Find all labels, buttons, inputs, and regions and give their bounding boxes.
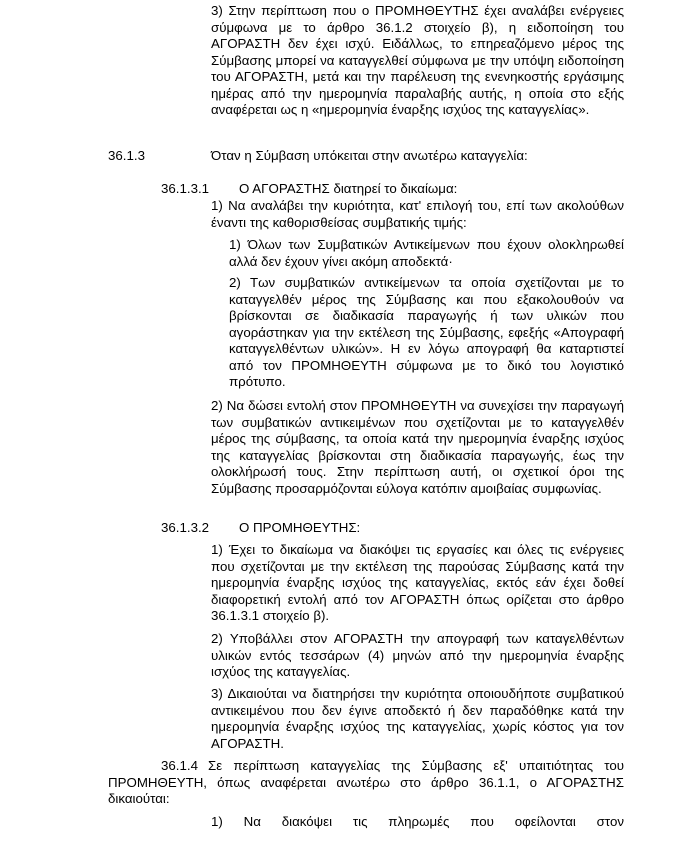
paragraph-text: 1) Να διακόψει τις πληρωμές που οφείλονται στον — [211, 814, 624, 829]
paragraph-text: 2) Υποβάλλει στον ΑΓΟΡΑΣΤΗ την απογραφή των καταγελθέντων υλικών εντός τεσσάρων (4) μηνών από την ημερομηνία έναρξης ισχύος της καταγγελίας. — [211, 631, 624, 679]
paragraph-text: Σε περίπτωση καταγγελίας της Σύμβασης εξ' υπαιτιότητας του ΠΡΟΜΗΘΕΥΤΗ, όπως αναφέρεται ανωτέρω στο άρθρο 36.1.1, ο ΑΓΟΡΑΣΤΗΣ δικαιούται: — [108, 758, 624, 806]
section-heading-36-1-3-2: Ο ΠΡΟΜΗΘΕΥΤΗΣ: — [239, 520, 361, 535]
section-number-36-1-3-2: 36.1.3.2 — [161, 520, 210, 535]
supplier-item-2 — [211, 631, 624, 681]
paragraph-text: 2) Να δώσει εντολή στον ΠΡΟΜΗΘΕΥΤΗ να συνεχίσει την παραγωγή των συμβατικών αντικειμένων που σχετίζονται με το καταγγελθέν μέρος της σύμβασης, τα οποία κατά την ημερομηνία έναρξης ισχύος της καταγγελίας βρίσκονται στη διαδικασία παραγωγής, έως την ολοκλήρωσή τους. Στην περίπτωση αυτή, οι σχετικοί όροι της Σύμβασης προσαρμόζονται εύλογα κατόπιν αμοιβαίας συμφωνίας. — [211, 398, 624, 496]
section-heading-36-1-3-1: Ο ΑΓΟΡΑΣΤΗΣ διατηρεί το δικαίωμα: — [239, 181, 458, 196]
buyer-item-1 — [211, 814, 624, 831]
section-heading-36-1-3: Όταν η Σύμβαση υπόκειται στην ανωτέρω καταγγελία: — [211, 148, 528, 163]
paragraph-text: 1) Να αναλάβει την κυριότητα, κατ' επιλογή του, επί των ακολούθων έναντι της καθορισθείσας συμβατικής τιμής: — [211, 198, 624, 230]
paragraph-text: 1) Όλων των Συμβατικών Αντικείμενων που έχουν ολοκληρωθεί αλλά δεν έχουν γίνει ακόμη αποδεκτά· — [229, 237, 624, 269]
paragraph-text: 1) Έχει το δικαίωμα να διακόψει τις εργασίες και όλες τις ενέργειες που σχετίζονται με την εκτέλεση της παρούσας Σύμβασης κατά την ημερομηνία έναρξης ισχύος της καταγγελίας, εκτός εάν έχει δοθεί διαφορετική εντολή από τον ΑΓΟΡΑΣΤΗ όπως ορίζεται στο άρθρο 36.1.3.1 στοιχείο β). — [211, 542, 624, 623]
section-36-1-4-text — [108, 758, 624, 808]
paragraph-3-notice — [211, 3, 624, 119]
section-number-36-1-3: 36.1.3 — [108, 148, 145, 163]
subitem-2-in-production — [229, 275, 624, 391]
paragraph-text: 3) Στην περίπτωση που ο ΠΡΟΜΗΘΕΥΤΗΣ έχει αναλάβει ενέργειες σύμφωνα με το άρθρο 36.1.2 στοιχείο β), η ειδοποίηση του ΑΓΟΡΑΣΤΗ δεν έχει ισχύ. Ειδάλλως, το επηρεαζόμενο μέρος της Σύμβασης μπορεί να καταγγελθεί σύμφωνα με την υπόψη ειδοποίηση του ΑΓΟΡΑΣΤΗ, μετά και την παρέλευση της ενενηκοστής εργάσιμης ημέρας από την ημερομηνία παραλαβής αυτής, η οποία στο εξής αναφέρεται ως η «ημερομηνία έναρξης ισχύος της καταγγελίας». — [211, 3, 624, 117]
subitem-1-completed — [229, 237, 624, 270]
section-number-36-1-4: 36.1.4 — [161, 758, 198, 773]
section-number-36-1-3-1: 36.1.3.1 — [161, 181, 210, 196]
item-2-continue-production — [211, 398, 624, 497]
paragraph-text: 2) Των συμβατικών αντικείμενων τα οποία σχετίζονται με το καταγγελθέν μέρος της Σύμβασης και που εξακολουθούν να βρίσκονται σε διαδικασία παραγωγής ή των υλικών που αγοράστηκαν για την εκτέλεση της Σύμβασης, εφεξής «Απογραφή καταγγελθέντων υλικών». Η εν λόγω απογραφή θα καταρτιστεί από τον ΠΡΟΜΗΘΕΥΤΗ σύμφωνα με το δικό του λογιστικό πρότυπο. — [229, 275, 624, 389]
supplier-item-1 — [211, 542, 624, 625]
item-1-ownership — [211, 198, 624, 231]
paragraph-text: 3) Δικαιούται να διατηρήσει την κυριότητα οποιουδήποτε συμβατικού αντικειμένου που δεν έγινε αποδεκτό ή δεν παραδόθηκε κατά την ημερομηνία έναρξης ισχύος της καταγγελίας, χωρίς κόστος για τον ΑΓΟΡΑΣΤΗ. — [211, 686, 624, 751]
supplier-item-3 — [211, 686, 624, 752]
